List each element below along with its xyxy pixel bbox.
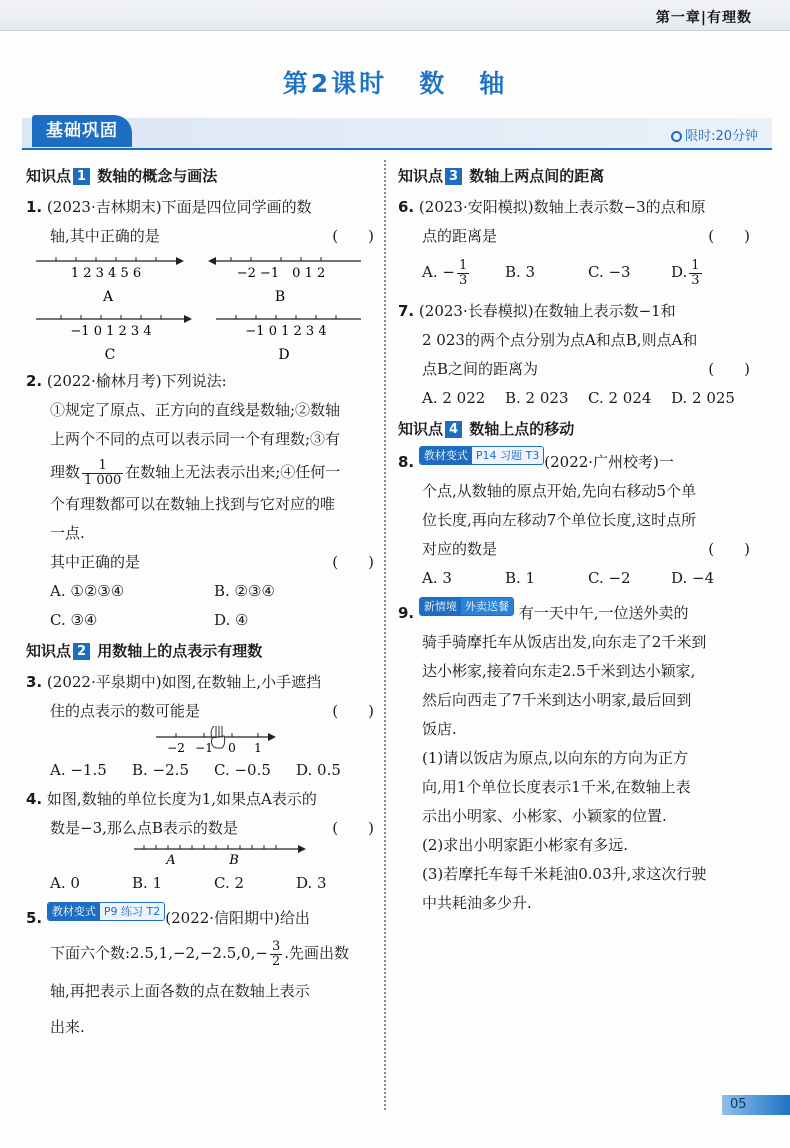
question-number: 1. [26,198,43,216]
numberline-C [36,315,192,363]
question-text: 达小彬家,接着向东走2.5千米到达小颖家, [422,662,696,680]
question-number: 2. [26,372,43,390]
sub-question-1: 向,用1个单位长度表示1千米,在数轴上表 [422,778,691,796]
question-number: 7. [398,302,415,320]
page-number: 05 [722,1095,790,1115]
tick-label: 0 [228,741,236,755]
question-text: 下面六个数:2.5,1,−2,−2.5,0,− [50,944,268,962]
fraction [457,259,469,288]
option-b[interactable]: B. 2 023 [505,389,569,407]
kp-prefix: 知识点 [398,420,444,438]
tag-label: 教材变式 [420,447,472,464]
question-text: 住的点表示的数可能是 [50,702,201,720]
kp-title: 数轴的概念与画法 [97,167,218,185]
denominator: 3 [691,272,700,288]
option-d[interactable]: D. ④ [214,611,249,629]
question-number: 4. [26,790,43,808]
time-limit-text: 限时:20分钟 [685,129,758,144]
tag-label: 教材变式 [48,903,100,920]
tick-label: −1 [195,741,213,755]
question-text: 点的距离是 [422,227,498,245]
question-7 [398,297,754,413]
question-5 [26,902,378,1045]
numberline-A [36,257,184,305]
denominator: 2 [271,953,281,969]
tick-label: −2 [167,741,185,755]
option-d[interactable]: D. 0.5 [296,761,341,779]
question-text: 其中正确的是 [50,553,141,571]
numerator: 3 [271,938,281,954]
kp-number: 3 [445,168,462,185]
question-text: (2023·长春模拟)在数轴上表示数−1和 [418,302,676,320]
question-text: 出来. [50,1018,85,1036]
option-a[interactable]: A. ①②③④ [50,582,125,600]
sub-question-3: (3)若摩托车每千米耗油0.03升,求这次行驶 [422,865,707,883]
option-b[interactable]: B. −2.5 [132,761,189,779]
point-label: A [166,853,176,868]
numberline-D [216,315,361,363]
question-6 [398,193,754,293]
q4-numberline [26,843,378,869]
kp-prefix: 知识点 [398,167,444,185]
question-2 [26,367,378,635]
question-text: .先画出数 [284,944,350,962]
right-column [398,160,754,918]
question-text: ①规定了原点、正方向的直线是数轴;②数轴 [50,401,341,419]
tag-ref: P9 练习 T2 [100,903,164,920]
figure-label: A [102,289,114,305]
answer-blank[interactable]: ( ) [332,819,374,837]
denominator: 3 [458,272,468,288]
kp-title: 用数轴上的点表示有理数 [97,642,263,660]
question-3 [26,668,378,785]
question-9 [398,597,754,918]
option-text: D. [671,263,688,281]
option-text: A. − [422,263,455,281]
time-limit [671,125,758,144]
q3-numberline [26,726,378,756]
options-row [398,384,754,413]
lesson-title [0,64,790,100]
option-a[interactable]: A. 2 022 [422,389,486,407]
tick-labels: −2 −1 0 1 2 [236,266,326,281]
question-text: 如图,数轴的单位长度为1,如果点A表示的 [46,790,317,808]
tick-labels: −1 0 1 2 3 4 [245,324,327,339]
section-band [22,118,772,150]
question-number: 9. [398,604,415,622]
arrow-icon [184,315,192,323]
options-row [398,564,754,593]
question-text: 上两个不同的点可以表示同一个有理数;③有 [50,430,341,448]
tag-topic: 外卖送餐 [461,598,513,615]
answer-blank[interactable]: ( ) [708,540,750,558]
question-text: 个点,从数轴的原点开始,先向右移动5个单 [422,482,697,500]
option-d[interactable]: D. −4 [671,569,715,587]
numerator: 1 [691,257,700,273]
kp-number: 2 [73,643,90,660]
q1-figures-ab [26,251,378,309]
question-text: (2022·广州校考)一 [544,453,674,471]
left-column [26,160,378,1045]
options-row [26,869,378,898]
sub-question-1: (1)请以饭店为原点,以向东的方向为正方 [422,749,689,767]
sub-question-1: 示出小明家、小彬家、小颖家的位置. [422,807,667,825]
question-text: (2022·平泉期中)如图,在数轴上,小手遮挡 [46,673,322,691]
question-4 [26,785,378,898]
q1-figures-cd [26,309,378,367]
option-b[interactable]: B. 3 [505,263,536,281]
option-c[interactable]: C. −3 [588,263,631,281]
options-row [26,606,378,635]
kp-number: 1 [73,168,90,185]
option-c[interactable]: C. 2 024 [588,389,652,407]
tag-label: 新情境 [420,598,461,615]
lesson-title-part1: 第2课时 [282,69,388,98]
option-d[interactable]: D. 3 [296,874,327,892]
clock-icon [671,131,682,142]
option-c[interactable]: C. ③④ [50,611,98,629]
question-text: 然后向西走了7千米到达小明家,最后回到 [422,691,692,709]
question-text: 2 023的两个点分别为点A和点B,则点A和 [422,331,698,349]
option-c[interactable]: C. −0.5 [214,761,271,779]
q3-figure [26,726,378,756]
knowledge-point-2 [26,637,378,666]
q4-figure [26,843,378,869]
textbook-tag [47,902,165,921]
tick-labels: 1 2 3 4 5 6 [70,266,142,281]
answer-blank[interactable]: ( ) [708,227,750,245]
arrow-icon [298,845,306,853]
question-text: 理数 [50,463,81,481]
option-c[interactable]: C. −2 [588,569,631,587]
option-b[interactable]: B. 1 [505,569,536,587]
question-text: 点B之间的距离为 [422,360,539,378]
question-number: 5. [26,909,43,927]
tag-ref: P14 习题 T3 [472,447,543,464]
tick-label: 1 [254,741,262,755]
option-a[interactable] [422,251,505,293]
options-row [26,756,378,785]
question-text: 数是−3,那么点B表示的数是 [50,819,238,837]
question-text: (2022·榆林月考)下列说法: [46,372,227,390]
numerator: 1 [458,257,468,273]
kp-prefix: 知识点 [26,167,72,185]
kp-title: 数轴上两点间的距离 [469,167,605,185]
question-text: 轴,其中正确的是 [50,227,160,245]
column-divider [384,160,386,1110]
option-a[interactable]: A. −1.5 [50,761,107,779]
question-8 [398,446,754,593]
knowledge-point-4 [398,415,754,444]
question-text: 饭店. [422,720,457,738]
scenario-tag [419,597,514,616]
lesson-title-part2: 数 [419,69,448,98]
option-d[interactable] [671,251,754,293]
answer-blank[interactable]: ( ) [708,360,750,378]
chapter-title: 第一章|有理数 [655,10,752,26]
q1-number-lines-row2 [26,309,378,367]
option-a[interactable]: A. 3 [422,569,452,587]
kp-number: 4 [445,421,462,438]
textbook-tag [419,446,544,465]
question-text: 一点. [50,524,85,542]
tick-labels: −1 0 1 2 3 4 [70,324,152,339]
question-1 [26,193,378,367]
numberline-B [208,257,361,305]
fraction [270,940,282,969]
knowledge-point-3 [398,162,754,191]
sub-question-3: 中共耗油多少升. [422,894,532,912]
question-text: (2023·吉林期末)下面是四位同学画的数 [46,198,312,216]
point-label: B [229,853,239,868]
option-c[interactable]: C. 2 [214,874,245,892]
option-b[interactable]: B. 1 [132,874,163,892]
question-text: 个有理数都可以在数轴上找到与它对应的唯 [50,495,336,513]
option-b[interactable]: B. ②③④ [214,582,275,600]
figure-label: D [278,347,290,363]
arrow-icon [176,257,184,265]
section-label: 基础巩固 [32,115,132,147]
answer-blank[interactable]: ( ) [332,553,374,571]
q1-number-lines-row1 [26,251,378,309]
header-strip [0,0,790,31]
numerator: 1 [82,459,123,474]
options-row [26,577,378,606]
kp-prefix: 知识点 [26,642,72,660]
fraction [689,259,701,288]
question-text: 对应的数是 [422,540,498,558]
lesson-title-part3: 轴 [479,69,508,98]
sub-question-2: (2)求出小明家距小彬家有多远. [422,836,629,854]
question-text: (2022·信阳期中)给出 [165,909,310,927]
answer-blank[interactable]: ( ) [332,702,374,720]
options-row [398,251,754,293]
question-text: 轴,再把表示上面各数的点在数轴上表示 [50,982,310,1000]
answer-blank[interactable]: ( ) [332,227,374,245]
figure-label: C [104,347,116,363]
question-number: 8. [398,453,415,471]
arrow-icon [268,733,276,741]
arrow-icon [208,257,216,265]
figure-label: B [274,289,286,305]
question-number: 3. [26,673,43,691]
question-text: 位长度,再向左移动7个单位长度,这时点所 [422,511,697,529]
kp-title: 数轴上点的移动 [469,420,575,438]
option-d[interactable]: D. 2 025 [671,389,735,407]
question-text: 有一天中午,一位送外卖的 [518,604,689,622]
question-text: 骑手骑摩托车从饭店出发,向东走了2千米到 [422,633,707,651]
question-number: 6. [398,198,415,216]
option-a[interactable]: A. 0 [50,874,80,892]
denominator: 1 000 [84,472,122,488]
knowledge-point-1 [26,162,378,191]
fraction [82,459,123,488]
question-text: 在数轴上无法表示出来;④任何一 [125,463,341,481]
question-text: (2023·安阳模拟)数轴上表示数−3的点和原 [418,198,706,216]
